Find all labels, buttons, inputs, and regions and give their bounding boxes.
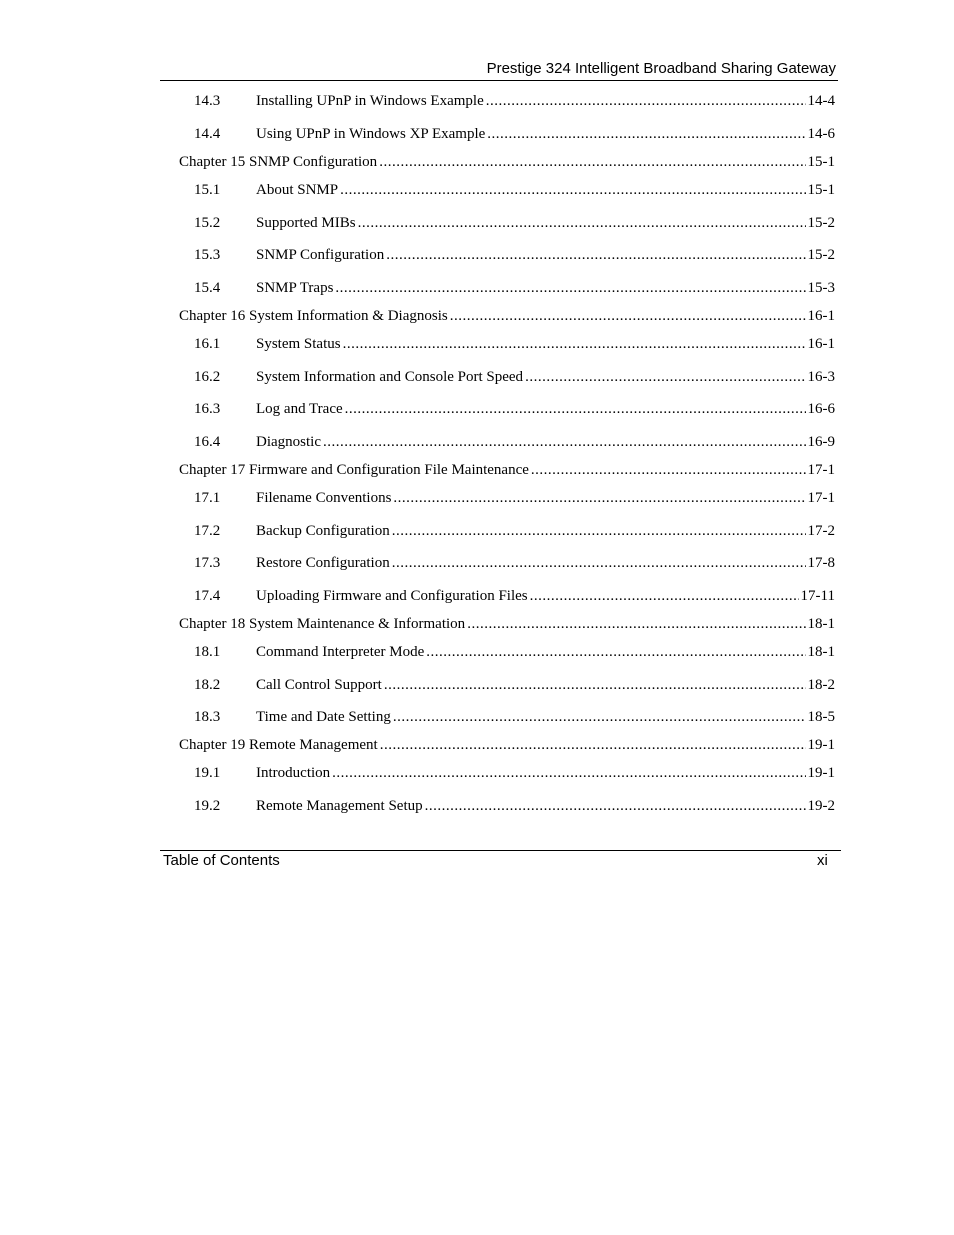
toc-chapter-entry[interactable] bbox=[179, 614, 835, 634]
toc-section-entry[interactable] bbox=[194, 91, 835, 111]
toc-section-entry[interactable] bbox=[194, 278, 835, 298]
toc-page-number: 18-2 bbox=[807, 677, 835, 693]
dot-leader bbox=[386, 245, 805, 265]
toc-section-entry[interactable] bbox=[194, 488, 835, 508]
toc-section-number: 18.1 bbox=[194, 644, 221, 660]
toc-section-number: 19.1 bbox=[194, 765, 221, 781]
toc-entry-title: Supported MIBs bbox=[256, 215, 356, 231]
toc-entry-title: Remote Management Setup bbox=[256, 798, 423, 814]
toc-section-number: 15.4 bbox=[194, 280, 221, 296]
toc-entry-title: Command Interpreter Mode bbox=[256, 644, 425, 660]
toc-entry-title: Time and Date Setting bbox=[256, 709, 391, 725]
dot-leader bbox=[487, 124, 805, 144]
dot-leader bbox=[530, 586, 799, 606]
toc-entry-title: Chapter 19 Remote Management bbox=[179, 737, 378, 753]
toc-page-number: 16-1 bbox=[807, 336, 835, 352]
toc-entry-title: Log and Trace bbox=[256, 401, 343, 417]
toc-entry-title: Chapter 17 Firmware and Configuration File Maintenance bbox=[179, 462, 529, 478]
toc-entry-title: Call Control Support bbox=[256, 677, 382, 693]
toc-entry-title: System Status bbox=[256, 336, 341, 352]
toc-section-entry[interactable] bbox=[194, 707, 835, 727]
toc-page-number: 18-1 bbox=[807, 644, 835, 660]
toc-section-entry[interactable] bbox=[194, 334, 835, 354]
toc-page-number: 19-2 bbox=[807, 798, 835, 814]
dot-leader bbox=[392, 553, 806, 573]
toc-section-entry[interactable] bbox=[194, 763, 835, 783]
toc-section-number: 19.2 bbox=[194, 798, 221, 814]
dot-leader bbox=[345, 399, 806, 419]
dot-leader bbox=[340, 180, 805, 200]
toc-page-number: 16-3 bbox=[807, 369, 835, 385]
dot-leader bbox=[525, 367, 805, 387]
dot-leader bbox=[379, 152, 805, 172]
toc-entry-title: Chapter 18 System Maintenance & Information bbox=[179, 616, 466, 632]
toc-entry-title: Chapter 15 SNMP Configuration bbox=[179, 154, 378, 170]
toc-section-number: 16.4 bbox=[194, 434, 221, 450]
toc-chapter-entry[interactable] bbox=[179, 735, 835, 755]
toc-page-number: 15-1 bbox=[807, 182, 835, 198]
toc-section-entry[interactable] bbox=[194, 675, 835, 695]
dot-leader bbox=[343, 334, 806, 354]
toc-section-entry[interactable] bbox=[194, 553, 835, 573]
toc-chapter-entry[interactable] bbox=[179, 306, 835, 326]
toc-entry-title: Filename Conventions bbox=[256, 490, 392, 506]
dot-leader bbox=[393, 707, 806, 727]
toc-section-number: 17.4 bbox=[194, 588, 221, 604]
toc-entry-title: Chapter 16 System Information & Diagnosis bbox=[179, 308, 448, 324]
toc-entry-title: Uploading Firmware and Configuration Files bbox=[256, 588, 528, 604]
toc-section-number: 15.3 bbox=[194, 247, 221, 263]
dot-leader bbox=[467, 614, 805, 634]
toc-section-entry[interactable] bbox=[194, 399, 835, 419]
toc-section-number: 18.2 bbox=[194, 677, 221, 693]
toc-section-entry[interactable] bbox=[194, 213, 835, 233]
toc-entry-title: Installing UPnP in Windows Example bbox=[256, 93, 484, 109]
toc-entry-title: Restore Configuration bbox=[256, 555, 390, 571]
footer-rule bbox=[160, 850, 841, 851]
toc-section-entry[interactable] bbox=[194, 796, 835, 816]
dot-leader bbox=[425, 796, 806, 816]
toc-section-number: 16.2 bbox=[194, 369, 221, 385]
dot-leader bbox=[358, 213, 806, 233]
toc-page-number: 18-5 bbox=[807, 709, 835, 725]
running-header: Prestige 324 Intelligent Broadband Sharing Gateway bbox=[486, 60, 836, 77]
toc-section-number: 15.2 bbox=[194, 215, 221, 231]
toc-section-number: 17.1 bbox=[194, 490, 221, 506]
toc-entry-title: Diagnostic bbox=[256, 434, 321, 450]
toc-page-number: 15-2 bbox=[807, 215, 835, 231]
dot-leader bbox=[426, 642, 805, 662]
toc-section-entry[interactable] bbox=[194, 642, 835, 662]
toc-page-number: 15-2 bbox=[807, 247, 835, 263]
toc-page-number: 14-4 bbox=[807, 93, 835, 109]
dot-leader bbox=[335, 278, 805, 298]
toc-page-number: 17-8 bbox=[807, 555, 835, 571]
toc-entry-title: Introduction bbox=[256, 765, 331, 781]
toc-page-number: 16-9 bbox=[807, 434, 835, 450]
toc-page-number: 14-6 bbox=[807, 126, 835, 142]
toc-page-number: 15-3 bbox=[807, 280, 835, 296]
toc-section-number: 17.2 bbox=[194, 523, 221, 539]
dot-leader bbox=[392, 521, 806, 541]
footer-section-name: Table of Contents bbox=[163, 852, 280, 869]
toc-section-entry[interactable] bbox=[194, 432, 835, 452]
toc-section-entry[interactable] bbox=[194, 124, 835, 144]
toc-page-number: 17-2 bbox=[807, 523, 835, 539]
toc-page-number: 15-1 bbox=[807, 154, 835, 170]
toc-section-number: 15.1 bbox=[194, 182, 221, 198]
dot-leader bbox=[332, 763, 805, 783]
toc-section-entry[interactable] bbox=[194, 180, 835, 200]
dot-leader bbox=[380, 735, 806, 755]
toc-page-number: 17-1 bbox=[807, 490, 835, 506]
toc-page-number: 17-11 bbox=[800, 588, 835, 604]
dot-leader bbox=[393, 488, 805, 508]
toc-chapter-entry[interactable] bbox=[179, 152, 835, 172]
toc-entry-title: About SNMP bbox=[256, 182, 339, 198]
toc-page-number: 19-1 bbox=[807, 765, 835, 781]
dot-leader bbox=[486, 91, 806, 111]
footer-page-number: xi bbox=[817, 852, 828, 869]
toc-section-number: 14.4 bbox=[194, 126, 221, 142]
toc-entry-title: SNMP Configuration bbox=[256, 247, 385, 263]
dot-leader bbox=[384, 675, 806, 695]
toc-page-number: 17-1 bbox=[807, 462, 835, 478]
toc-entry-title: Backup Configuration bbox=[256, 523, 390, 539]
toc-section-entry[interactable] bbox=[194, 245, 835, 265]
toc-entry-title: Using UPnP in Windows XP Example bbox=[256, 126, 486, 142]
toc-page-number: 19-1 bbox=[807, 737, 835, 753]
toc-section-number: 16.3 bbox=[194, 401, 221, 417]
toc-section-number: 18.3 bbox=[194, 709, 221, 725]
dot-leader bbox=[323, 432, 806, 452]
toc-section-entry[interactable] bbox=[194, 586, 835, 606]
toc-page-number: 18-1 bbox=[807, 616, 835, 632]
dot-leader bbox=[531, 460, 806, 480]
toc-entry-title: System Information and Console Port Speed bbox=[256, 369, 524, 385]
toc-page-number: 16-1 bbox=[807, 308, 835, 324]
toc-entry-title: SNMP Traps bbox=[256, 280, 334, 296]
toc-section-entry[interactable] bbox=[194, 367, 835, 387]
toc-section-number: 14.3 bbox=[194, 93, 221, 109]
toc-chapter-entry[interactable] bbox=[179, 460, 835, 480]
toc-section-entry[interactable] bbox=[194, 521, 835, 541]
toc-section-number: 17.3 bbox=[194, 555, 221, 571]
toc-section-number: 16.1 bbox=[194, 336, 221, 352]
toc-page-number: 16-6 bbox=[807, 401, 835, 417]
dot-leader bbox=[450, 306, 806, 326]
